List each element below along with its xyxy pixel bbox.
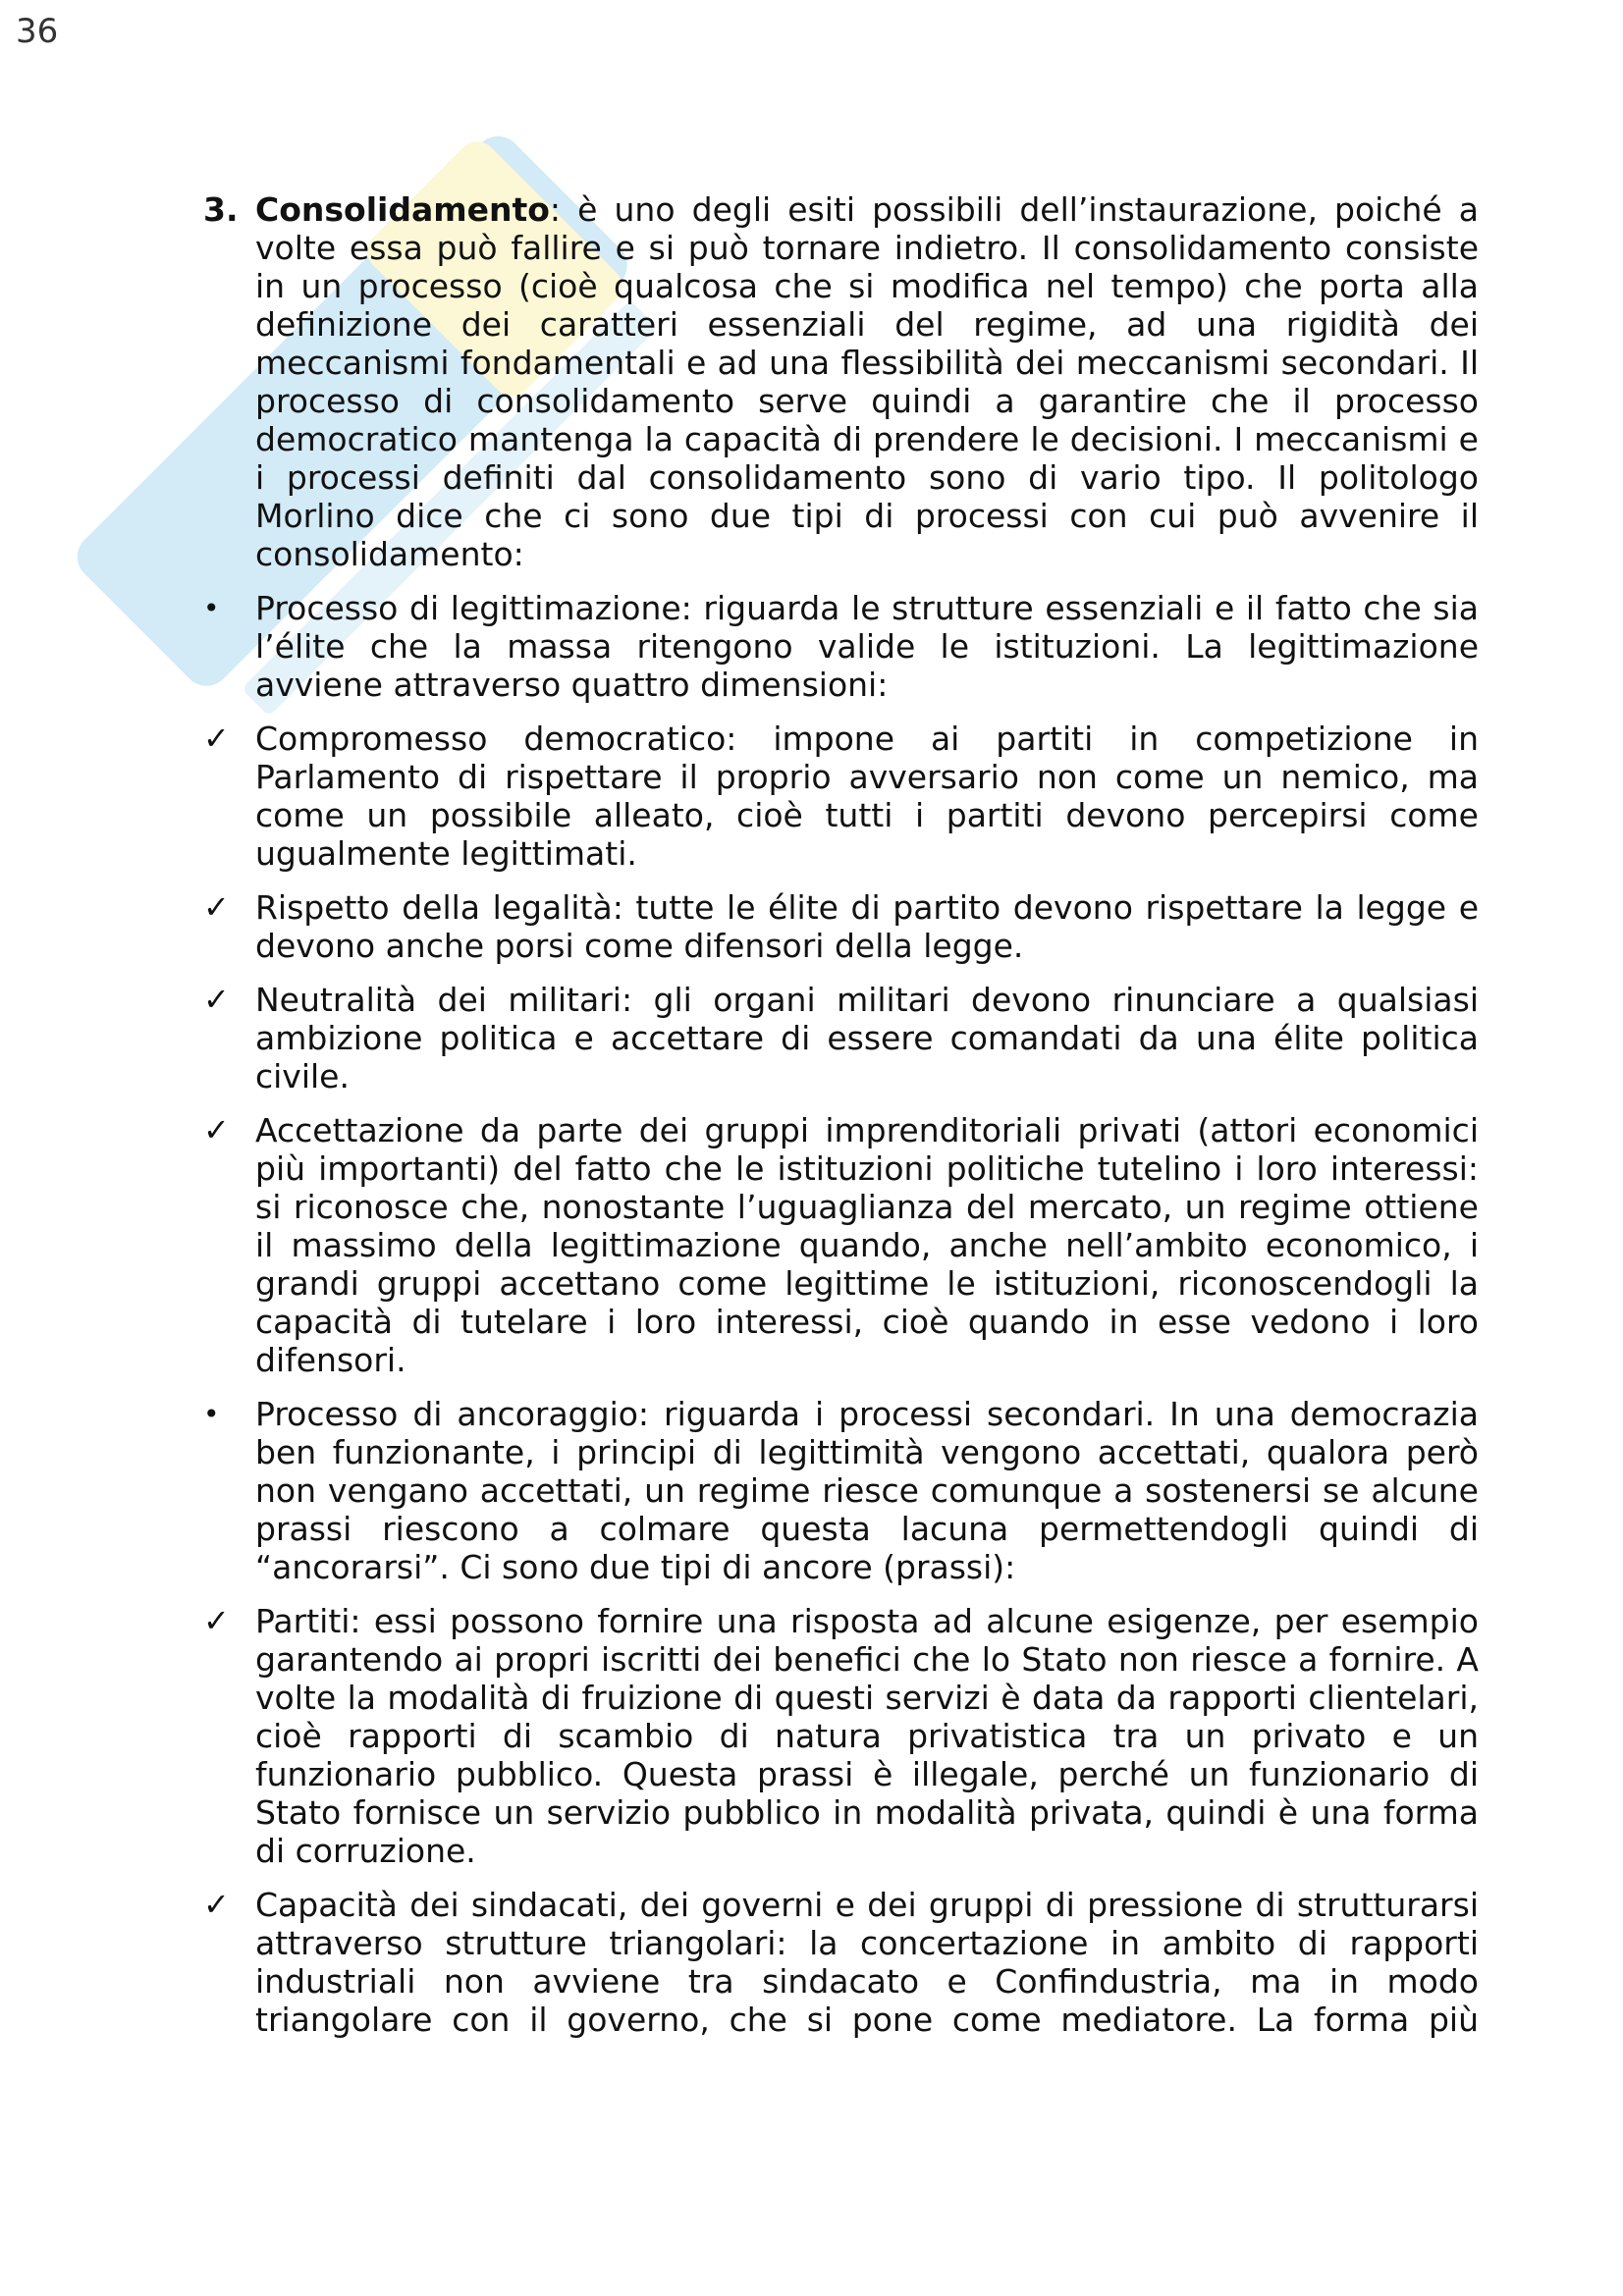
list-item-text: Processo di ancoraggio: riguarda i processi secondari. In una democrazia ben funzionante, i principi di legittimità vengono accettati, qualora però non vengano accettati, un regime riesce comunque a sostenersi se alcune prassi riescono a colmare questa lacuna permettendogli quindi di “ancorarsi”. Ci sono due tipi di ancore (prassi): bbox=[255, 1395, 1479, 1586]
list-item bbox=[203, 589, 1479, 704]
bullet-icon: • bbox=[203, 592, 220, 624]
list-item bbox=[203, 1602, 1479, 1870]
checkmark-icon: ✓ bbox=[203, 981, 230, 1018]
list-item-text: Compromesso democratico: impone ai partiti in competizione in Parlamento di rispettare il proprio avversario non come un nemico, ma come un possibile alleato, cioè tutti i partiti devono percepirsi come ugualmente legittimati. bbox=[255, 720, 1479, 873]
checkmark-icon: ✓ bbox=[203, 888, 230, 926]
list-item-text: Partiti: essi possono fornire una risposta ad alcune esigenze, per esempio garantendo ai propri iscritti dei benefici che lo Stato non riesce a fornire. A volte la modalità di fruizione di questi servizi è data da rapporti clientelari, cioè rapporti di scambio di natura privatistica tra un privato e un funzionario pubblico. Questa prassi è illegale, perché un funzionario di Stato fornisce un servizio pubblico in modalità privata, quindi è una forma di corruzione. bbox=[255, 1602, 1479, 1870]
list-item-text: Capacità dei sindacati, dei governi e dei gruppi di pressione di strutturarsi attraverso strutture triangolari: la concertazione in ambito di rapporti industriali non avviene tra sindacato e Confindustria, ma in modo triangolare con il governo, che si pone come mediatore. La forma più bbox=[255, 1886, 1479, 2039]
checkmark-icon: ✓ bbox=[203, 1111, 230, 1148]
list-item-text: Neutralità dei militari: gli organi militari devono rinunciare a qualsiasi ambizione politica e accettare di essere comandati da una élite politica civile. bbox=[255, 981, 1479, 1095]
list-number: 3. bbox=[203, 190, 239, 229]
checkmark-icon: ✓ bbox=[203, 1886, 230, 1923]
list-item-text: Processo di legittimazione: riguarda le strutture essenziali e il fatto che sia l’élite che la massa ritengono valide le istituzioni. La legittimazione avviene attraverso quattro dimensioni: bbox=[255, 589, 1479, 704]
list-item bbox=[203, 888, 1479, 965]
checkmark-icon: ✓ bbox=[203, 1602, 230, 1639]
list-item bbox=[203, 1886, 1479, 2039]
list-item bbox=[203, 981, 1479, 1095]
checkmark-icon: ✓ bbox=[203, 720, 230, 757]
list-item bbox=[203, 1111, 1479, 1379]
list-item-text: Rispetto della legalità: tutte le élite di partito devono rispettare la legge e devono anche porsi come difensori della legge. bbox=[255, 888, 1479, 965]
list-item bbox=[203, 720, 1479, 873]
bullet-icon: • bbox=[203, 1398, 220, 1430]
page-number: 36 bbox=[16, 12, 59, 51]
document-body bbox=[203, 190, 1479, 2055]
list-item-text: Accettazione da parte dei gruppi imprenditoriali privati (attori economici più importanti) del fatto che le istituzioni politiche tutelino i loro interessi: si riconosce che, nonostante l’uguaglianza del mercato, un regime ottiene il massimo della legittimazione quando, anche nell’ambito economico, i grandi gruppi accettano come legittime le istituzioni, riconoscendogli la capacità di tutelare i loro interessi, cioè quando in esse vedono i loro difensori. bbox=[255, 1111, 1479, 1379]
section-term: Consolidamento bbox=[255, 190, 550, 229]
list-item bbox=[203, 1395, 1479, 1586]
section-consolidamento bbox=[203, 190, 1479, 573]
section-intro: : è uno degli esiti possibili dell’instaurazione, poiché a volte essa può fallire e si può tornare indietro. Il consolidamento consiste in un processo (cioè qualcosa che si modifica nel tempo) che porta alla definizione dei caratteri essenziali del regime, ad una rigidità dei meccanismi fondamentali e ad una flessibilità dei meccanismi secondari. Il processo di consolidamento serve quindi a garantire che il processo democratico mantenga la capacità di prendere le decisioni. I meccanismi e i processi definiti dal consolidamento sono di vario tipo. Il politologo Morlino dice che ci sono due tipi di processi con cui può avvenire il consolidamento: bbox=[255, 190, 1479, 573]
